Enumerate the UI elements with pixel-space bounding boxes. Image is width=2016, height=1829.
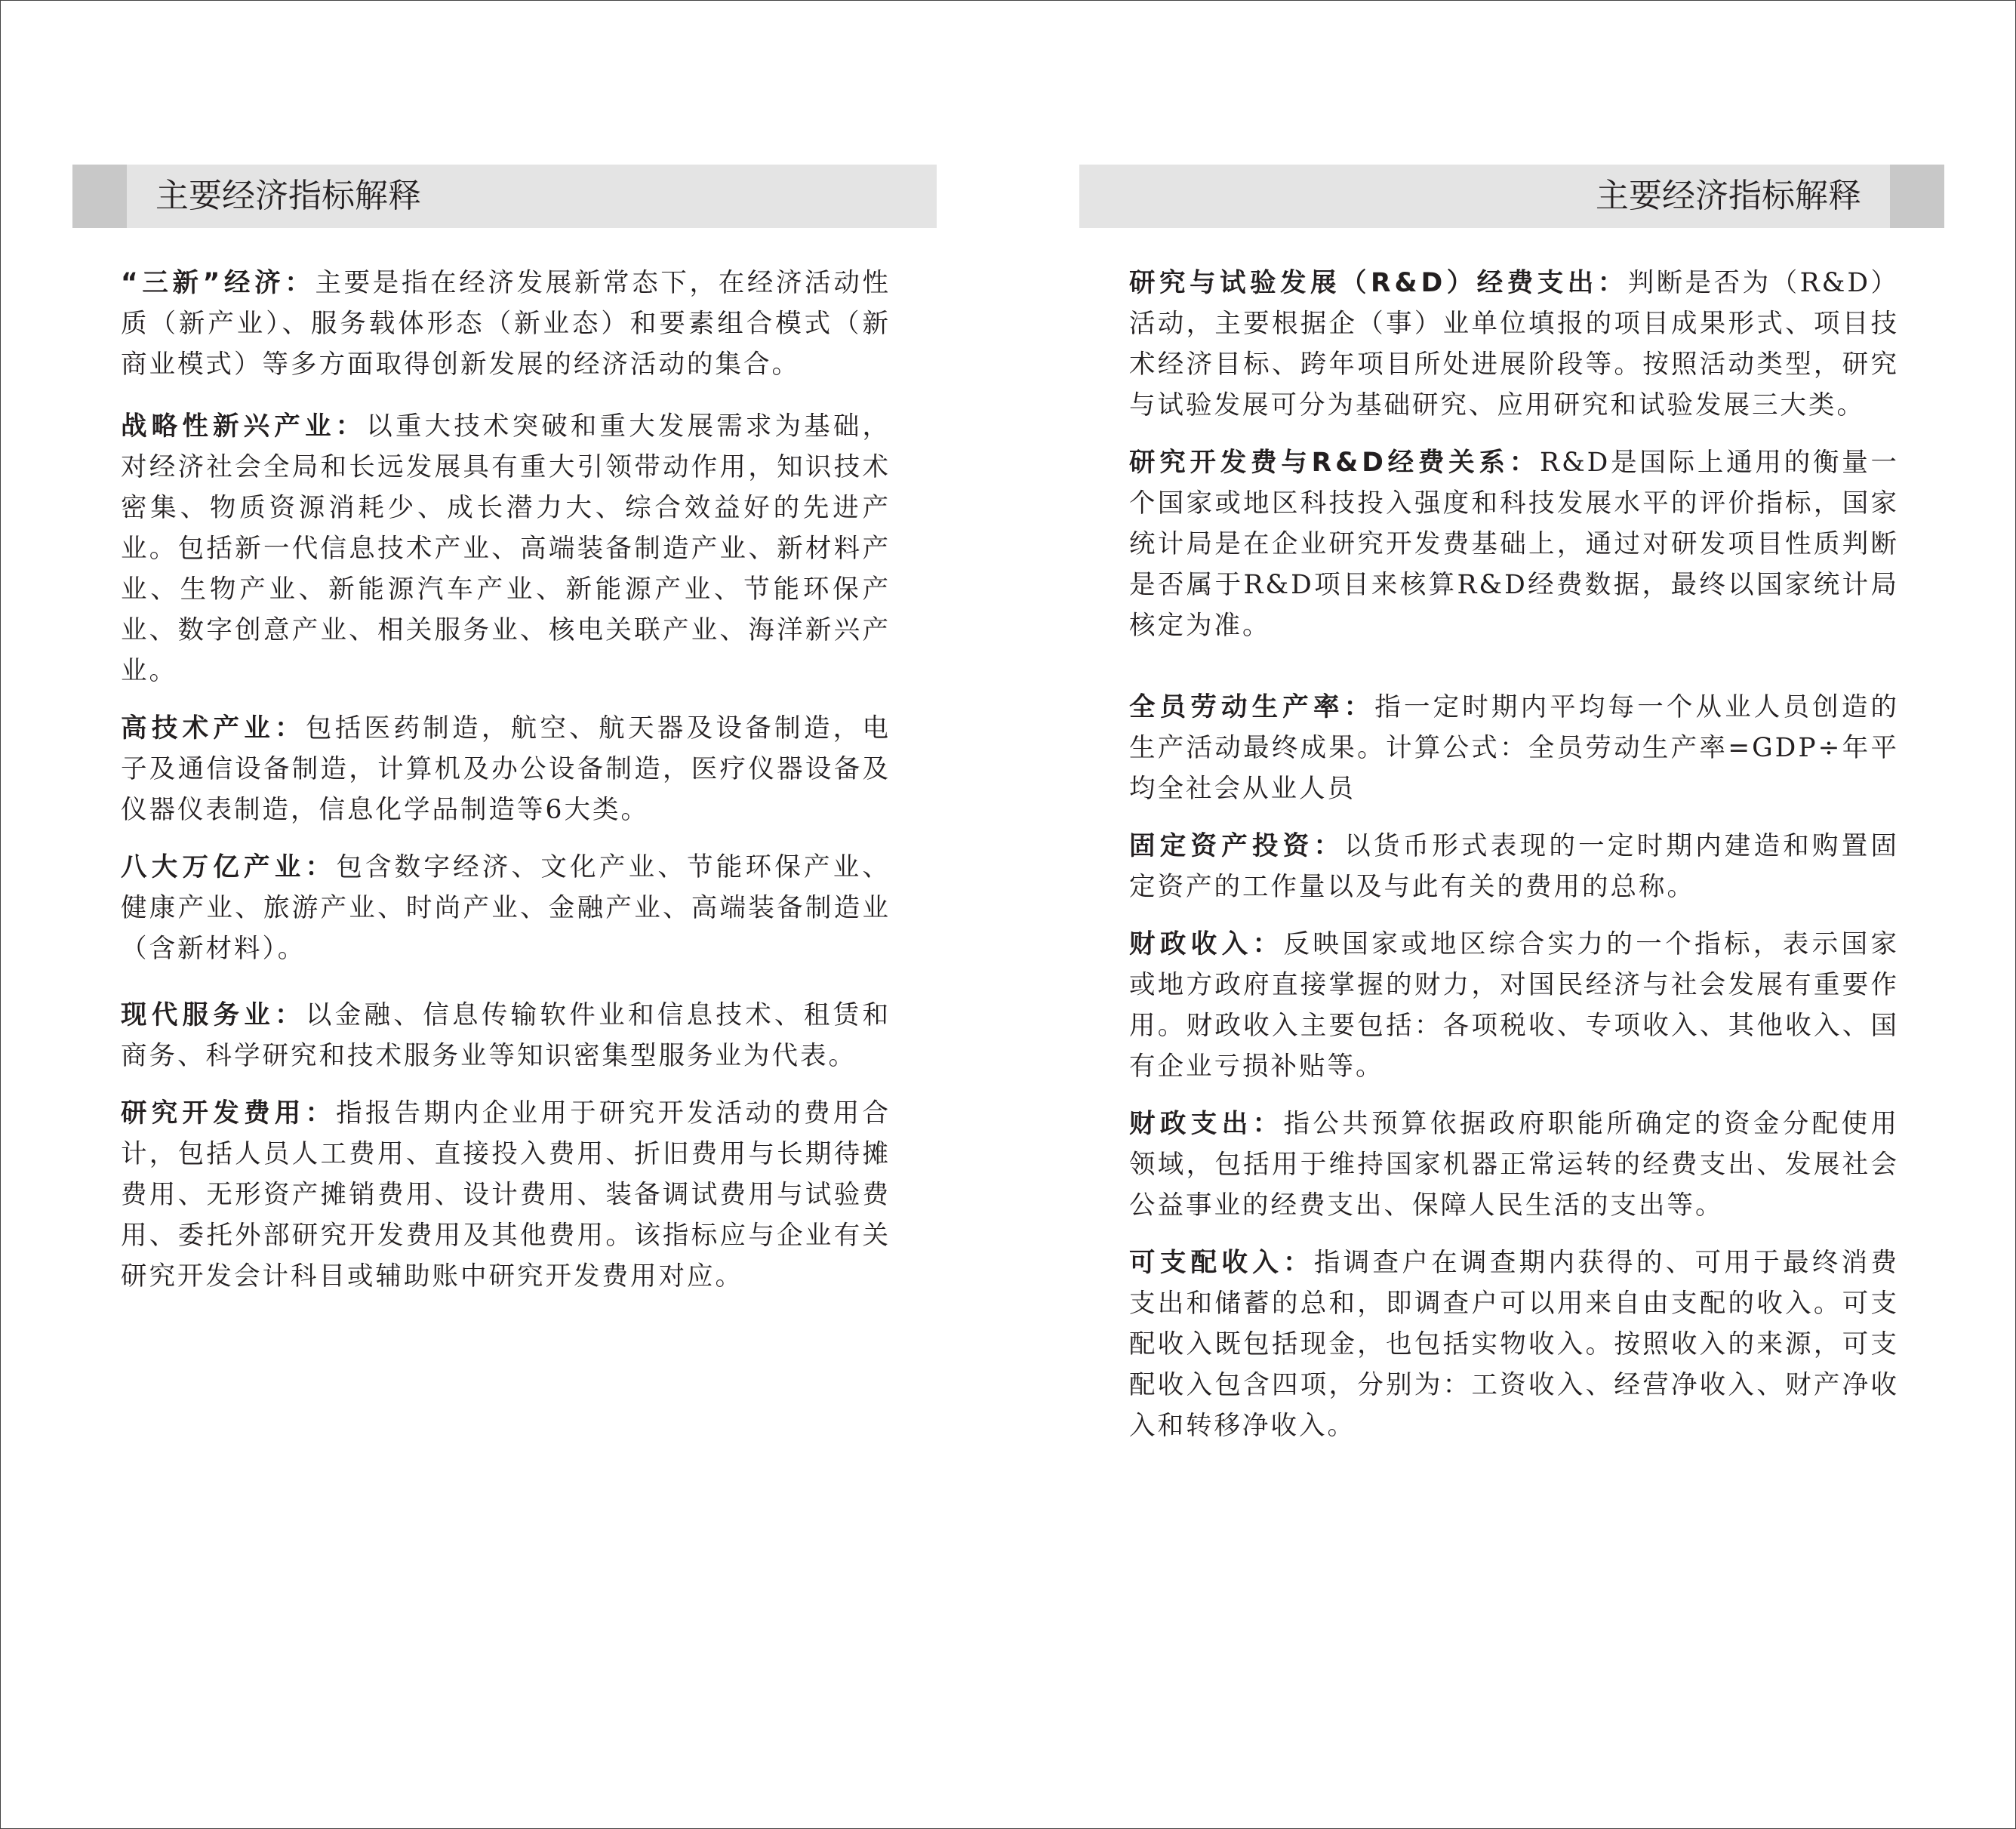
entry-labor-productivity bbox=[1129, 687, 1899, 809]
entry-definition: 指公共预算依据政府职能所确定的资金分配使用领域，包括用于维持国家机器正常运转的经费支出、发展社会公益事业的经费支出、保障人民生活的支出等。 bbox=[1129, 1109, 1899, 1221]
entry-san-xin-economy bbox=[121, 263, 891, 385]
entry-term: 可支配收入： bbox=[1129, 1248, 1314, 1278]
right-page-title: 主要经济指标解释 bbox=[1596, 177, 1861, 215]
left-page-title: 主要经济指标解释 bbox=[155, 177, 421, 215]
entry-definition: 指调查户在调查期内获得的、可用于最终消费支出和储蓄的总和，即调查户可以用来自由支配的收入。可支配收入既包括现金，也包括实物收入。按照收入的来源，可支配收入包含四项，分别为：工资收入、经营净收入、财产净收入和转移净收入。 bbox=[1129, 1248, 1899, 1441]
entry-definition: 主要是指在经济发展新常态下，在经济活动性质（新产业）、服务载体形态（新业态）和要素组合模式（新商业模式）等多方面取得创新发展的经济活动的集合。 bbox=[121, 268, 891, 380]
entry-fiscal-revenue bbox=[1129, 924, 1899, 1087]
entry-definition: 以金融、信息传输软件业和信息技术、租赁和商务、科学研究和技术服务业等知识密集型服务业为代表。 bbox=[121, 1000, 891, 1071]
entry-term: “三新”经济： bbox=[121, 268, 315, 298]
right-header-tab bbox=[1890, 165, 1944, 228]
right-column bbox=[1129, 263, 1899, 1446]
entry-term: 现代服务业： bbox=[121, 1000, 306, 1030]
entry-term: 研究与试验发展（R&D）经费支出： bbox=[1129, 268, 1628, 298]
right-header-band bbox=[1079, 165, 1944, 228]
entry-disposable-income bbox=[1129, 1242, 1899, 1446]
left-header-tab bbox=[72, 165, 127, 228]
left-column bbox=[121, 263, 891, 1297]
entry-term: 财政支出： bbox=[1129, 1109, 1284, 1139]
entry-term: 八大万亿产业： bbox=[121, 852, 337, 882]
entry-term: 全员劳动生产率： bbox=[1129, 692, 1375, 722]
entry-eight-trillion-industries bbox=[121, 847, 891, 969]
entry-fixed-asset-investment bbox=[1129, 826, 1899, 907]
entry-definition: 指报告期内企业用于研究开发活动的费用合计，包括人员人工费用、直接投入费用、折旧费用与长期待摊费用、无形资产摊销费用、设计费用、装备调试费用与试验费用、委托外部研究开发费用及其他费用。该指标应与企业有关研究开发会计科目或辅助账中研究开发费用对应。 bbox=[121, 1098, 891, 1292]
entry-definition: 包含数字经济、文化产业、节能环保产业、健康产业、旅游产业、时尚产业、金融产业、高端装备制造业（含新材料）。 bbox=[121, 852, 891, 964]
entry-strategic-emerging-industries bbox=[121, 406, 891, 691]
left-header-band bbox=[72, 165, 937, 228]
entry-fiscal-expenditure bbox=[1129, 1104, 1899, 1226]
entry-modern-service-industry bbox=[121, 995, 891, 1076]
entry-high-tech-industry bbox=[121, 708, 891, 830]
entry-term: 研究开发费用： bbox=[121, 1098, 337, 1128]
entry-term: 财政收入： bbox=[1129, 929, 1284, 959]
entry-term: 高技术产业： bbox=[121, 713, 306, 744]
entry-definition: R&D是国际上通用的衡量一个国家或地区科技投入强度和科技发展水平的评价指标，国家统计局是在企业研究开发费基础上，通过对研发项目性质判断是否属于R&D项目来核算R&D经费数据，最终以国家统计局核定为准。 bbox=[1129, 448, 1899, 641]
entry-rd-expenses bbox=[121, 1093, 891, 1297]
entry-term: 研究开发费与R&D经费关系： bbox=[1129, 448, 1540, 478]
entry-definition: 指一定时期内平均每一个从业人员创造的生产活动最终成果。计算公式：全员劳动生产率=GDP÷年平均全社会从业人员 bbox=[1129, 692, 1899, 804]
entry-definition: 包括医药制造，航空、航天器及设备制造，电子及通信设备制造，计算机及办公设备制造，医疗仪器设备及仪器仪表制造，信息化学品制造等6大类。 bbox=[121, 713, 891, 825]
entry-term: 固定资产投资： bbox=[1129, 831, 1345, 861]
entry-definition: 以货币形式表现的一定时期内建造和购置固定资产的工作量以及与此有关的费用的总称。 bbox=[1129, 831, 1900, 902]
entry-definition: 反映国家或地区综合实力的一个指标，表示国家或地方政府直接掌握的财力，对国民经济与社会发展有重要作用。财政收入主要包括：各项税收、专项收入、其他收入、国有企业亏损补贴等。 bbox=[1129, 929, 1899, 1082]
entry-definition: 判断是否为（R&D）活动，主要根据企（事）业单位填报的项目成果形式、项目技术经济目标、跨年项目所处进展阶段等。按照活动类型，研究与试验发展可分为基础研究、应用研究和试验发展三大类。 bbox=[1129, 268, 1899, 420]
entry-rd-relationship bbox=[1129, 442, 1899, 646]
entry-definition: 以重大技术突破和重大发展需求为基础，对经济社会全局和长远发展具有重大引领带动作用，知识技术密集、物质资源消耗少、成长潜力大、综合效益好的先进产业。包括新一代信息技术产业、高端装备制造产业、新材料产业、生物产业、新能源汽车产业、新能源产业、节能环保产业、数字创意产业、相关服务业、核电关联产业、海洋新兴产业。 bbox=[121, 411, 891, 686]
entry-term: 战略性新兴产业： bbox=[121, 411, 367, 442]
entry-rd-expenditure bbox=[1129, 263, 1899, 426]
